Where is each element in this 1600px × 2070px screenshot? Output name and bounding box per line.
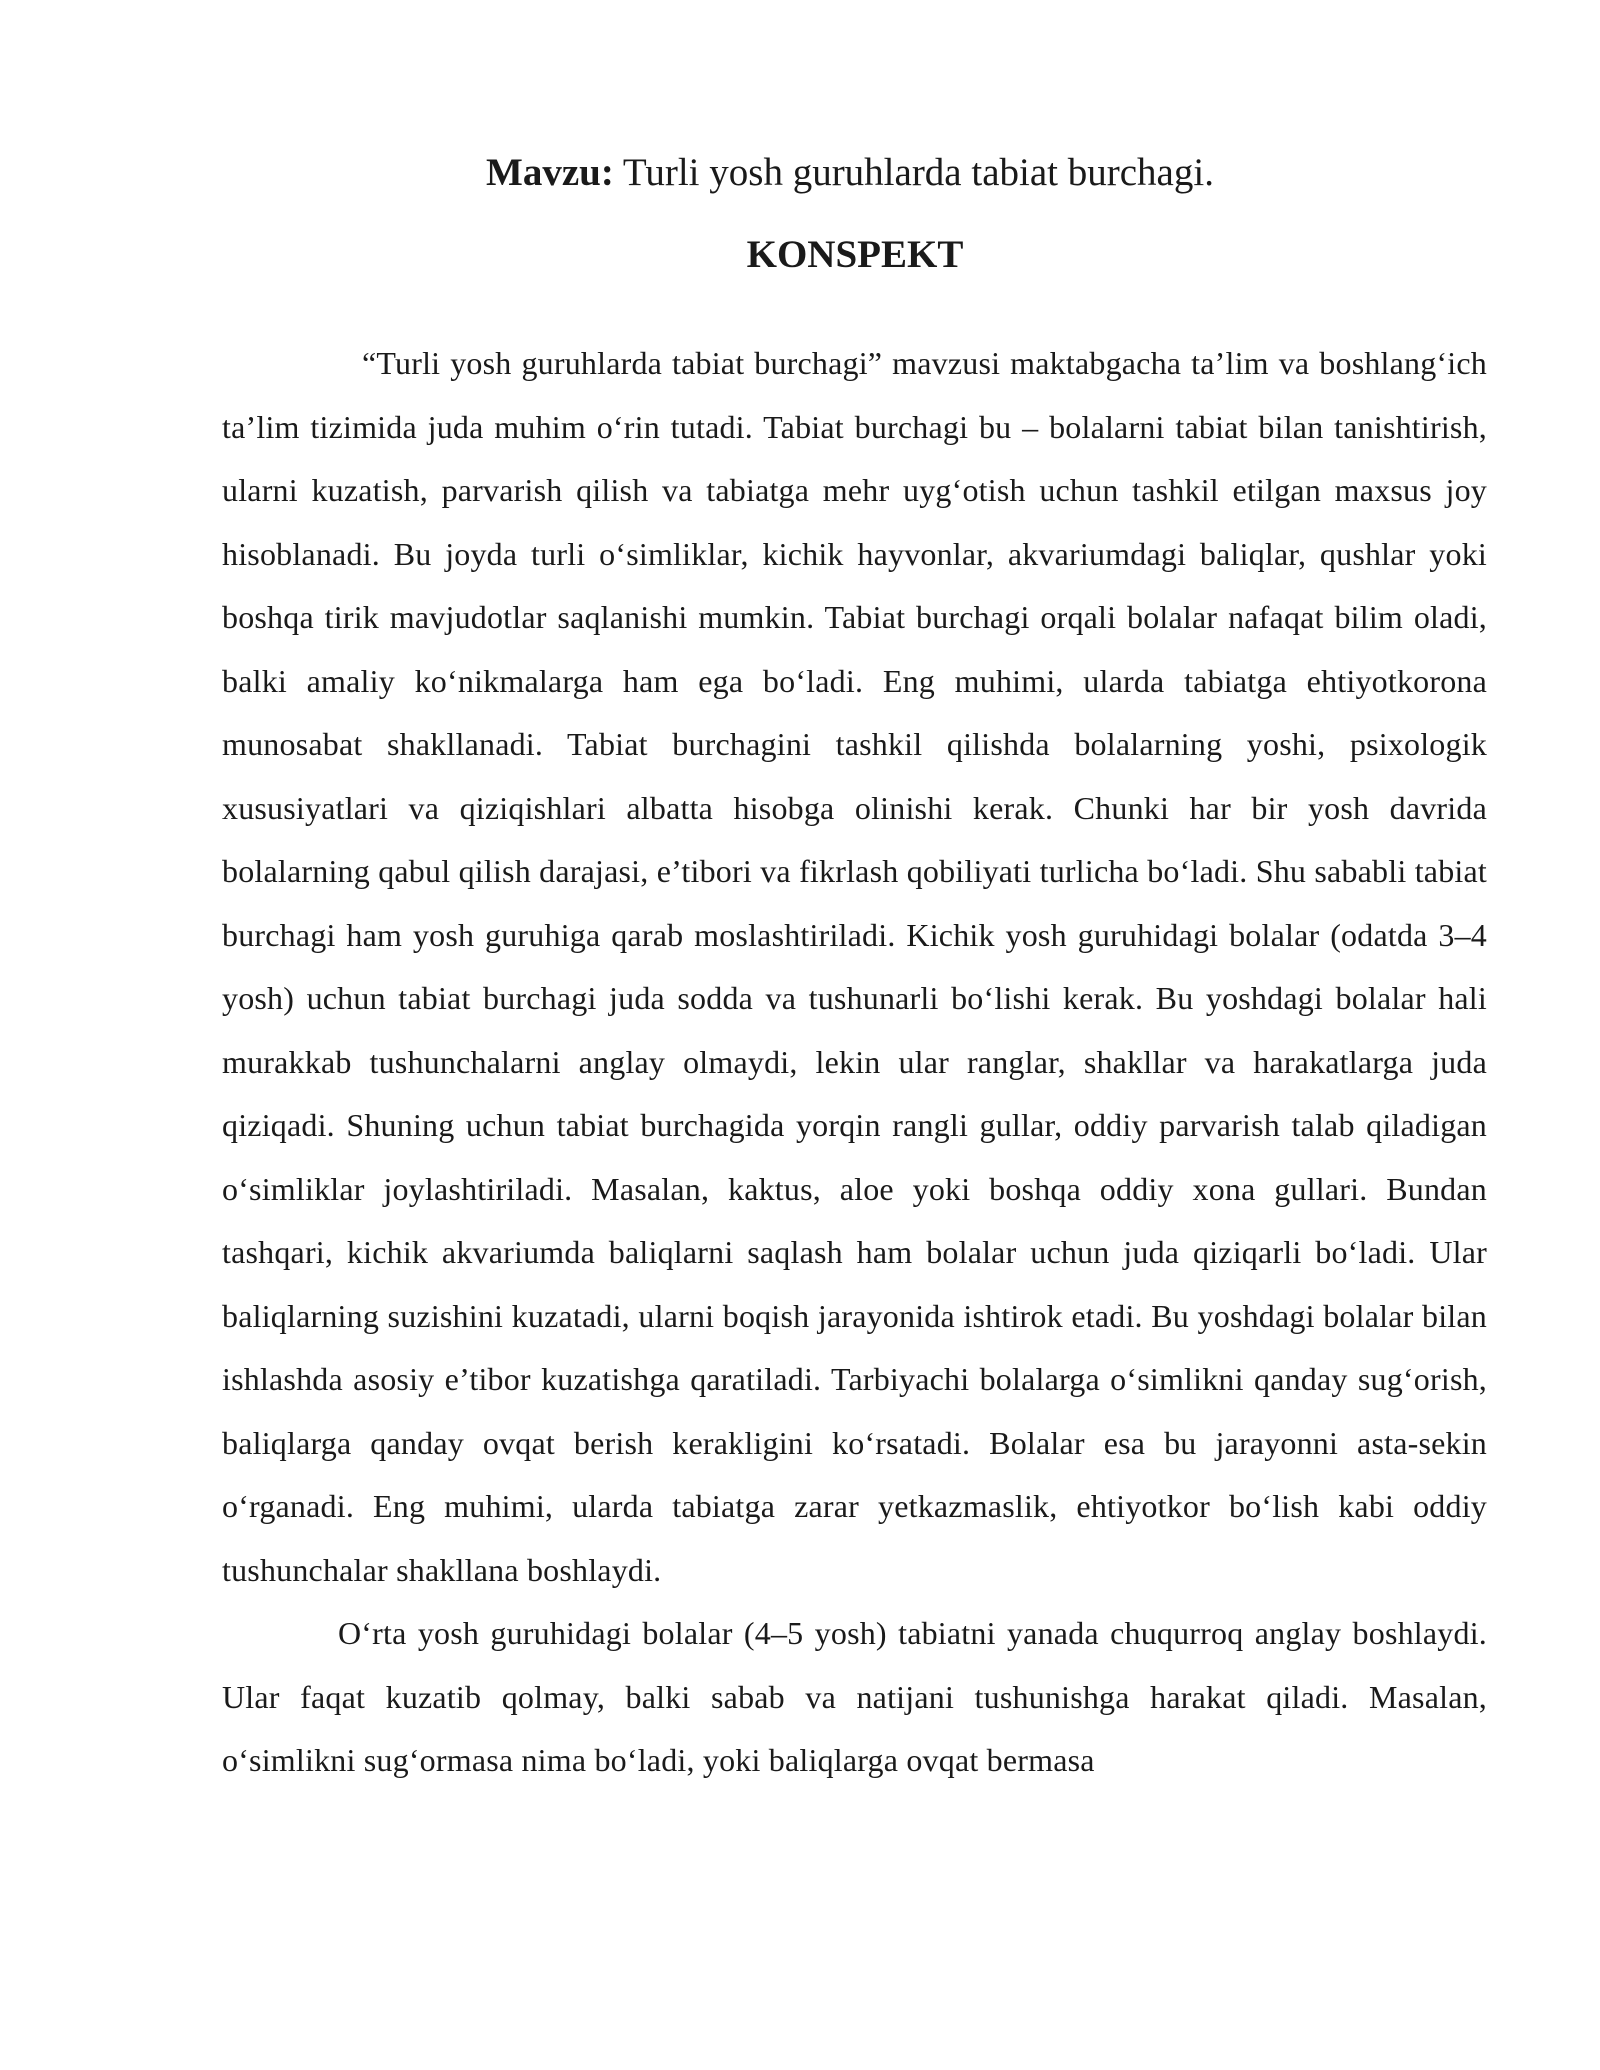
paragraph: O‘rta yosh guruhidagi bolalar (4–5 yosh) tabiatni yanada chuqurroq anglay boshlaydi. Ular faqat kuzatib qolmay, balki sabab va natijani tushunishga harakat qiladi. Masalan, o‘simlikni sug‘ormasa nima bo‘ladi, yoki baliqlarga ovqat bermasa: [222, 1615, 1487, 1778]
document-body: [222, 332, 1487, 1793]
topic-text: Turli yosh guruhlarda tabiat burchagi.: [613, 151, 1214, 194]
topic-title: [0, 148, 1600, 198]
paragraph: “Turli yosh guruhlarda tabiat burchagi” mavzusi maktabgacha ta’lim va boshlang‘ich ta’lim tizimida juda muhim o‘rin tutadi. Tabiat burchagi bu – bolalarni tabiat bilan tanishtirish, ularni kuzatish, parvarish qilish va tabiatga mehr uyg‘otish uchun tashkil etilgan maxsus joy hisoblanadi. Bu joyda turli o‘simliklar, kichik hayvonlar, akvariumdagi baliqlar, qushlar yoki boshqa tirik mavjudotlar saqlanishi mumkin. Tabiat burchagi orqali bolalar nafaqat bilim oladi, balki amaliy ko‘nikmalarga ham ega bo‘ladi. Eng muhimi, ularda tabiatga ehtiyotkorona munosabat shakllanadi. Tabiat burchagini tashkil qilishda bolalarning yoshi, psixologik xususiyatlari va qiziqishlari albatta hisobga olinishi kerak. Chunki har bir yosh davrida bolalarning qabul qilish darajasi, e’tibori va fikrlash qobiliyati turlicha bo‘ladi. Shu sababli tabiat burchagi ham yosh guruhiga qarab moslashtiriladi. Kichik yosh guruhidagi bolalar (odatda 3–4 yosh) uchun tabiat burchagi juda sodda va tushunarli bo‘lishi kerak. Bu yoshdagi bolalar hali murakkab tushunchalarni anglay olmaydi, lekin ular ranglar, shakllar va harakatlarga juda qiziqadi. Shuning uchun tabiat burchagida yorqin rangli gullar, oddiy parvarish talab qiladigan o‘simliklar joylashtiriladi. Masalan, kaktus, aloe yoki boshqa oddiy xona gullari. Bundan tashqari, kichik akvariumda baliqlarni saqlash ham bolalar uchun juda qiziqarli bo‘ladi. Ular baliqlarning suzishini kuzatadi, ularni boqish jarayonida ishtirok etadi. Bu yoshdagi bolalar bilan ishlashda asosiy e’tibor kuzatishga qaratiladi. Tarbiyachi bolalarga o‘simlikni qanday sug‘orish, baliqlarga qanday ovqat berish kerakligini ko‘rsatadi. Bolalar esa bu jarayonni asta-sekin o‘rganadi. Eng muhimi, ularda tabiatga zarar yetkazmaslik, ehtiyotkor bo‘lish kabi oddiy tushunchalar shakllana boshlaydi.: [222, 345, 1487, 1588]
page-heading: KONSPEKT: [746, 233, 964, 276]
topic-label: Mavzu:: [486, 151, 614, 194]
